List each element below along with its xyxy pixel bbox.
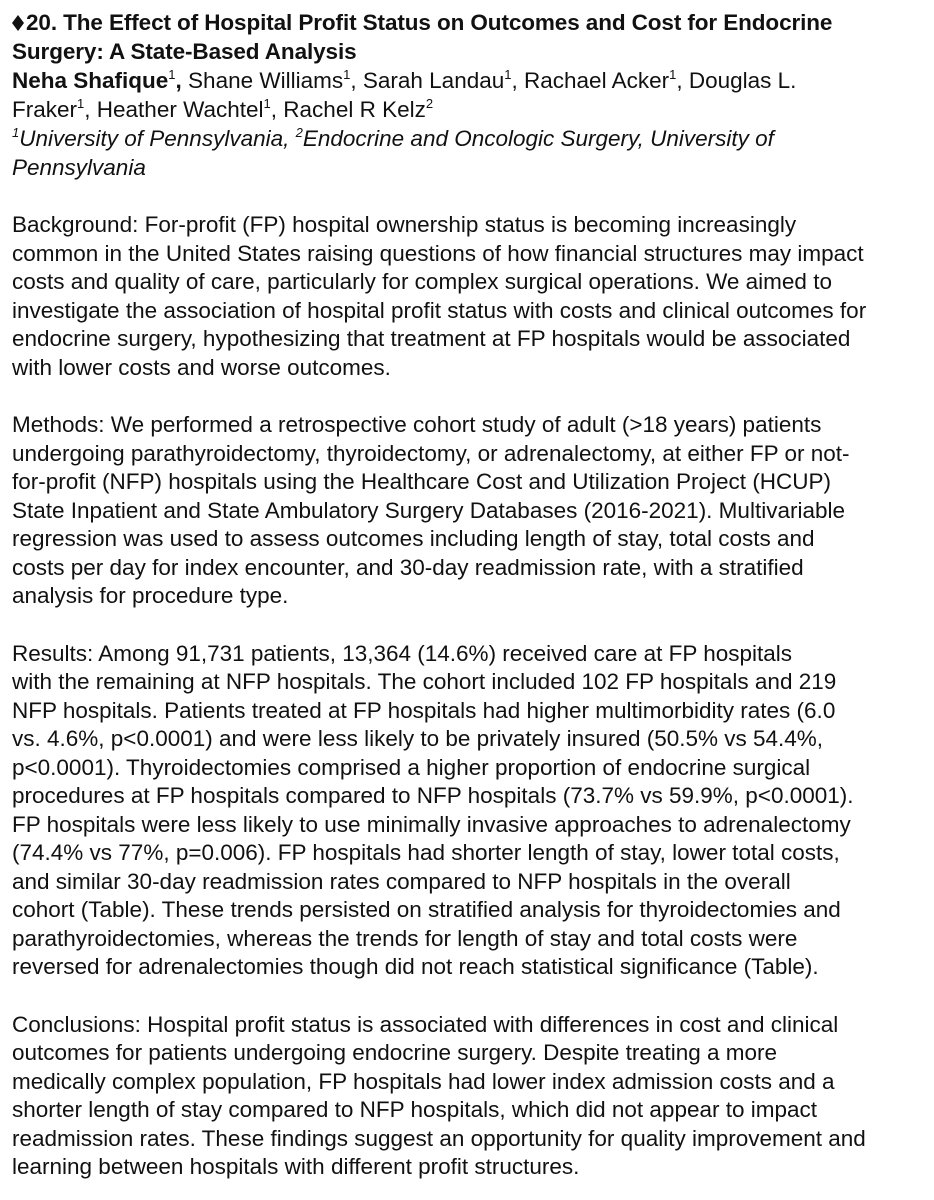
text-line: FP hospitals were less likely to use minimally invasive approaches to adrenalectomy [12, 811, 851, 837]
author-affil-sup: 1 [669, 66, 677, 82]
text-line: readmission rates. These findings suggest an opportunity for quality improvement and [12, 1125, 866, 1151]
author-name: Fraker [12, 97, 78, 122]
text-line: State Inpatient and State Ambulatory Surgery Databases (2016-2021). Multivariable [12, 497, 845, 523]
text-line: endocrine surgery, hypothesizing that treatment at FP hospitals would be associated [12, 326, 851, 351]
abstract-title-line-2: Surgery: A State-Based Analysis [12, 39, 357, 64]
author-name: Douglas L. [688, 68, 797, 93]
conclusions-paragraph [12, 1011, 928, 1182]
text-line: common in the United States raising questions of how financial structures may impact [12, 240, 864, 266]
text-line: shorter length of stay compared to NFP hospitals, which did not appear to impact [12, 1097, 818, 1122]
author-list: Neha Shafique$^1$, Shane Williams$^1$, Sarah Landau$^1$, Rachael Acker$^1$, Douglas L. [12, 66, 797, 93]
text-line: Methods: We performed a retrospective cohort study of adult (>18 years) patients [12, 412, 822, 437]
author-affil-sup: 1 [504, 66, 512, 82]
text-line: analysis for procedure type. [12, 583, 289, 608]
author-name: Rachael Acker [524, 68, 670, 93]
text-line: vs. 4.6%, p<0.0001) and were less likely to be privately insured (50.5% vs 54.4%, [12, 726, 824, 751]
text-line: (74.4% vs 77%, p=0.006). FP hospitals had shorter length of stay, lower total costs, [12, 840, 840, 865]
results-paragraph [12, 640, 928, 982]
text-line: p<0.0001). Thyroidectomies comprised a higher proportion of endocrine surgical [12, 754, 811, 780]
abstract [12, 8, 928, 1182]
text-line: outcomes for patients undergoing endocrine surgery. Despite treating a more [12, 1040, 778, 1065]
author-affil-sup: 1 [343, 66, 351, 82]
text-line: and similar 30-day readmission rates compared to NFP hospitals in the overall [12, 868, 791, 894]
abstract-number: 20. [26, 10, 57, 35]
text-line: NFP hospitals. Patients treated at FP hospitals had higher multimorbidity rates (6.0 [12, 697, 836, 723]
author-name: Sarah Landau [362, 68, 505, 93]
methods-paragraph [12, 411, 928, 611]
author-affil-sup: 1 [77, 95, 85, 111]
author-affil-sup: 1 [168, 66, 176, 82]
affiliation-2: Endocrine and Oncologic Surgery, University of [302, 126, 774, 151]
abstract-title-line-1 [12, 8, 928, 37]
author-list-line-2: Fraker$^1$, Heather Wachtel$^1$, Rachel R Kelz$^2$ [12, 95, 434, 122]
affiliation-1: University of Pennsylvania, [19, 126, 290, 151]
text-line: undergoing parathyroidectomy, thyroidectomy, or adrenalectomy, at either FP or not- [12, 440, 850, 466]
text-line: costs per day for index encounter, and 30-day readmission rate, with a stratified [12, 554, 804, 580]
text-line: cohort (Table). These trends persisted on stratified analysis for thyroidectomies and [12, 897, 841, 922]
background-paragraph [12, 211, 928, 382]
text-line: with lower costs and worse outcomes. [12, 354, 391, 380]
author-affil-sup: 2 [425, 95, 434, 111]
abstract-title: The Effect of Hospital Profit Status on Outcomes and Cost for Endocrine [63, 10, 833, 35]
text-line: Results: Among 91,731 patients, 13,364 (14.6%) received care at FP hospitals [12, 640, 793, 666]
text-line: parathyroidectomies, whereas the trends for length of stay and total costs were [12, 925, 798, 951]
text-line: costs and quality of care, particularly for complex surgical operations. We aimed to [12, 269, 832, 294]
text-line: learning between hospitals with different profit structures. [12, 1154, 580, 1179]
text-line: reversed for adrenalectomies though did not reach statistical significance (Table). [12, 954, 819, 979]
text-line: Background: For-profit (FP) hospital ownership status is becoming increasingly [12, 212, 797, 237]
affiliations [12, 124, 928, 153]
affiliation-2-cont: Pennsylvania [12, 155, 146, 180]
text-line: medically complex population, FP hospitals had lower index admission costs and a [12, 1068, 835, 1094]
text-line: Conclusions: Hospital profit status is associated with differences in cost and clinical [12, 1011, 839, 1037]
author-affil-sup: 1 [263, 95, 271, 111]
author-name: Shane Williams [188, 68, 344, 93]
text-line: regression was used to assess outcomes including length of stay, total costs and [12, 526, 815, 551]
affil-sup: 1 [12, 124, 20, 140]
text-line: for-profit (NFP) hospitals using the Healthcare Cost and Utilization Project (HCUP) [12, 469, 832, 494]
diamond-icon [12, 15, 24, 31]
author-name: Heather Wachtel [96, 97, 264, 122]
affil-sup: 2 [295, 124, 303, 140]
author-name: Rachel R Kelz [283, 97, 426, 122]
text-line: with the remaining at NFP hospitals. The cohort included 102 FP hospitals and 219 [12, 669, 837, 694]
author-name: Neha Shafique [12, 68, 169, 93]
text-line: investigate the association of hospital profit status with costs and clinical outcomes for [12, 297, 867, 323]
text-line: procedures at FP hospitals compared to NFP hospitals (73.7% vs 59.9%, p<0.0001). [12, 783, 854, 808]
